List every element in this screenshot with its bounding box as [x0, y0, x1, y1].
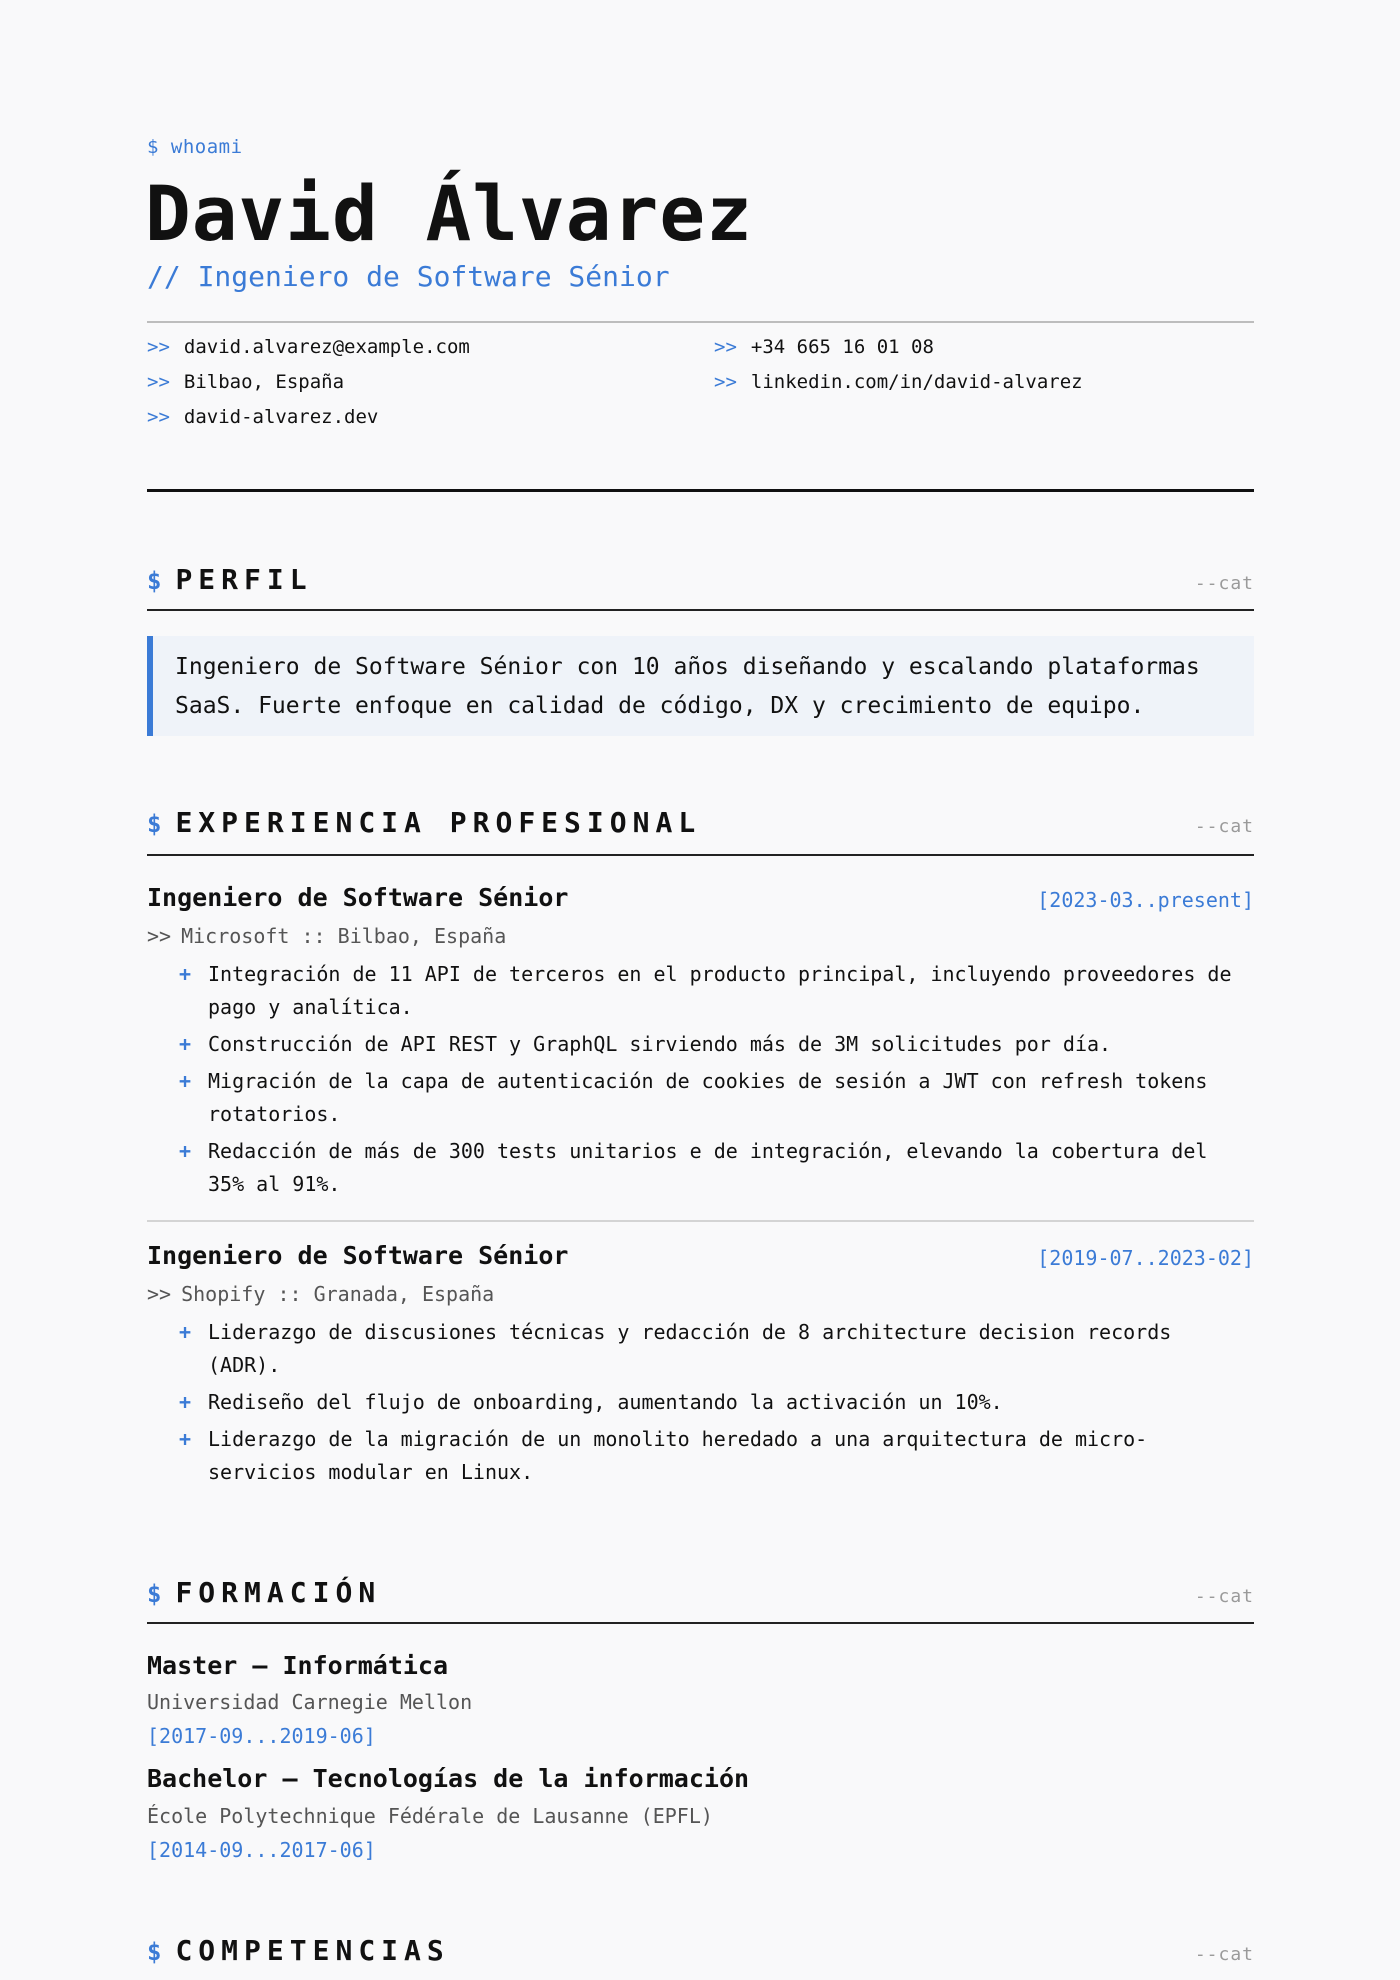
contact-list	[147, 336, 1254, 446]
job-company: >> Shopify :: Granada, España	[147, 1282, 495, 1306]
section-title: $ PERFIL	[147, 563, 313, 596]
education-dates: [2017-09...2019-06]	[147, 1724, 376, 1748]
education-dates: [2014-09...2017-06]	[147, 1838, 376, 1862]
section-rule	[147, 1622, 1254, 1624]
plus-icon: +	[179, 962, 192, 986]
section-title: $ COMPETENCIAS	[147, 1934, 450, 1967]
section-rule	[147, 609, 1254, 611]
candidate-name: David Álvarez	[145, 169, 753, 258]
job-dates: [2019-07..2023-02]	[1037, 1246, 1254, 1270]
plus-icon: +	[179, 1032, 192, 1056]
contact-email-text: david.alvarez@example.com	[183, 336, 470, 358]
job-bullets	[147, 1316, 1254, 1493]
section-experience-heading	[147, 806, 1254, 846]
header-divider	[147, 321, 1254, 323]
list-item: + Migración de la capa de autenticación de cookies de sesión a JWT con refresh tokens rotatorios.	[147, 1065, 1254, 1131]
dollar-icon: $	[147, 1938, 162, 1966]
education-degree: Master — Informática	[147, 1651, 449, 1680]
contact-website[interactable]	[147, 406, 378, 428]
education-school: École Polytechnique Fédérale de Lausanne (EPFL)	[147, 1804, 713, 1828]
plus-icon: +	[179, 1320, 192, 1344]
dollar-icon: $	[147, 567, 162, 595]
job-title: Ingeniero de Software Sénior	[147, 883, 569, 912]
contact-email[interactable]	[147, 336, 470, 358]
header-bottom-rule	[147, 489, 1254, 492]
section-education-heading	[147, 1576, 1254, 1616]
arrow-icon: >>	[147, 371, 170, 393]
contact-website-text: david-alvarez.dev	[183, 406, 379, 428]
cat-flag: --cat	[1194, 573, 1254, 594]
plus-icon: +	[179, 1069, 192, 1093]
arrow-icon: >>	[147, 924, 172, 948]
section-skills-heading	[147, 1934, 1254, 1974]
list-item: + Construcción de API REST y GraphQL sirviendo más de 3M solicitudes por día.	[147, 1028, 1254, 1061]
plus-icon: +	[179, 1139, 192, 1163]
contact-linkedin[interactable]	[714, 371, 1083, 393]
arrow-icon: >>	[147, 406, 170, 428]
section-title: $ EXPERIENCIA PROFESIONAL	[147, 806, 702, 839]
plus-icon: +	[179, 1390, 192, 1414]
section-rule	[147, 854, 1254, 856]
profile-summary: Ingeniero de Software Sénior con 10 años diseñando y escalando plataformas SaaS. Fuerte enfoque en calidad de código, DX y crecimiento de equipo.	[147, 636, 1254, 736]
list-item: + Rediseño del flujo de onboarding, aumentando la activación un 10%.	[147, 1386, 1254, 1419]
job-dates: [2023-03..present]	[1037, 888, 1254, 912]
section-profile-heading	[147, 563, 1254, 603]
dollar-icon: $	[147, 1580, 162, 1608]
list-item: + Redacción de más de 300 tests unitarios e de integración, elevando la cobertura del 35% al 91%.	[147, 1135, 1254, 1201]
contact-location-text: Bilbao, España	[183, 371, 345, 393]
job-separator	[147, 1220, 1254, 1222]
arrow-icon: >>	[147, 1282, 172, 1306]
job-title: Ingeniero de Software Sénior	[147, 1241, 569, 1270]
contact-phone-text: +34 665 16 01 08	[750, 336, 934, 358]
arrow-icon: >>	[714, 371, 737, 393]
section-title: $ FORMACIÓN	[147, 1576, 382, 1609]
cat-flag: --cat	[1194, 816, 1254, 837]
contact-location	[147, 371, 344, 393]
list-item: + Liderazgo de la migración de un monolito heredado a una arquitectura de micro-servicios modular en Linux.	[147, 1423, 1254, 1489]
contact-linkedin-text: linkedin.com/in/david-alvarez	[750, 371, 1083, 393]
arrow-icon: >>	[147, 336, 170, 358]
contact-phone[interactable]	[714, 336, 934, 358]
arrow-icon: >>	[714, 336, 737, 358]
list-item: + Integración de 11 API de terceros en el producto principal, incluyendo proveedores de pago y analítica.	[147, 958, 1254, 1024]
cat-flag: --cat	[1194, 1586, 1254, 1607]
plus-icon: +	[179, 1427, 192, 1451]
job-company: >> Microsoft :: Bilbao, España	[147, 924, 507, 948]
cat-flag: --cat	[1194, 1944, 1254, 1965]
candidate-role: // Ingeniero de Software Sénior	[147, 260, 670, 293]
job-bullets	[147, 958, 1254, 1205]
list-item: + Liderazgo de discusiones técnicas y redacción de 8 architecture decision records (ADR).	[147, 1316, 1254, 1382]
education-school: Universidad Carnegie Mellon	[147, 1690, 473, 1714]
whoami-prompt: $ whoami	[147, 136, 243, 158]
dollar-icon: $	[147, 810, 162, 838]
education-degree: Bachelor — Tecnologías de la información	[147, 1764, 750, 1793]
